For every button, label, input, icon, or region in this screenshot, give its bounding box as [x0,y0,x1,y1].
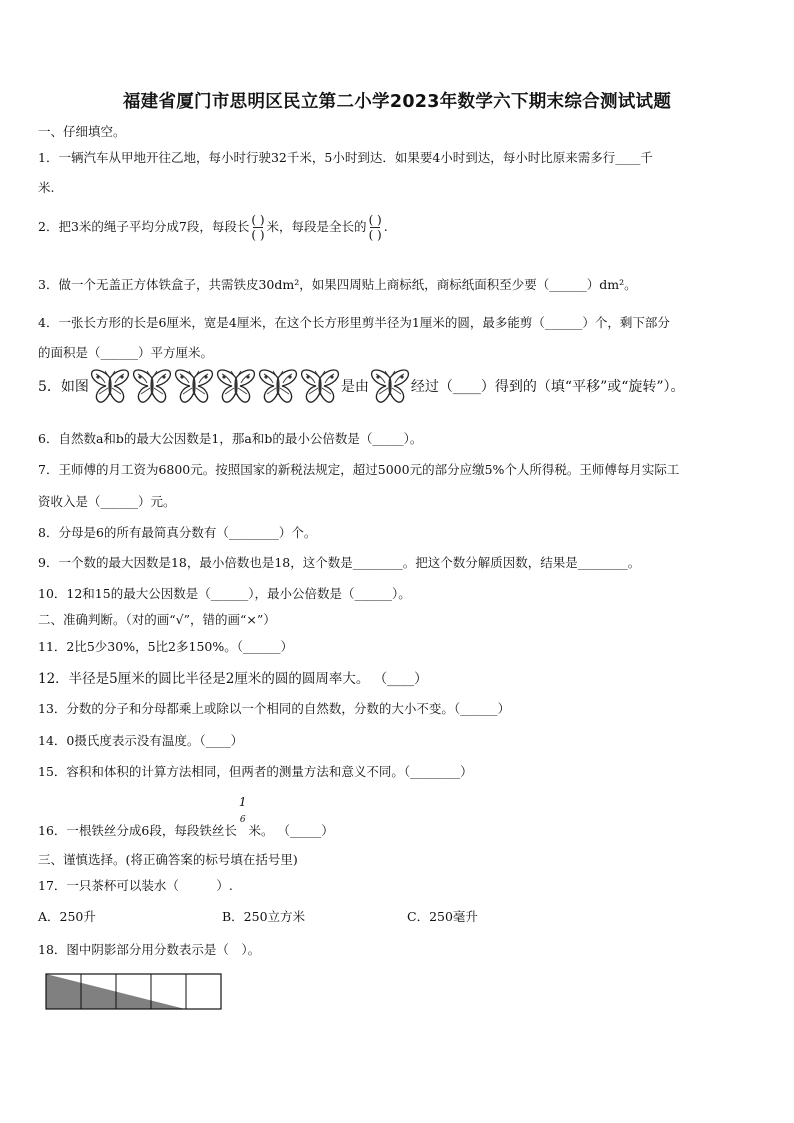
question-17: 17．一只茶杯可以装水（ ）. [38,878,233,893]
question-8: 8．分母是6的所有最简真分数有（________）个。 [38,525,317,540]
fraction-numerator: ( ) [368,213,382,227]
question-15: 15．容积和体积的计算方法相同，但两者的测量方法和意义不同。（________） [38,764,473,779]
butterfly-icon [132,368,172,406]
question-7-line-2: 资收入是（______）元。 [38,494,176,509]
question-11: 11．2比5少30%，5比2多150%。（______） [38,639,293,654]
question-18: 18．图中阴影部分用分数表示是（ ）。 [38,942,261,957]
option-a: A．250升 [38,909,96,924]
fraction-one-sixth [239,796,247,826]
option-b: B．250立方米 [222,909,306,924]
fraction-numerator: ( ) [251,213,265,227]
question-7-line-1: 7．王师傅的月工资为6800元。按照国家的新税法规定，超过5000元的部分应缴5%个人所得税。王师傅每月实际工 [38,462,680,477]
butterfly-icon [174,368,214,406]
shaded-bar-figure [45,973,223,1013]
section-1-heading: 一、仔细填空。 [38,124,126,139]
page-title: 福建省厦门市思明区民立第二小学2023年数学六下期末综合测试试题 [122,92,672,112]
question-16-text-post: 米。 （_____） [248,822,334,838]
butterfly-icon [216,368,256,406]
butterfly-icon [90,368,130,406]
question-14: 14．0摄氏度表示没有温度。（____） [38,733,244,748]
fraction-denominator: ( ) [368,228,382,242]
option-c: C．250毫升 [407,909,478,924]
butterfly-icon [300,368,340,406]
question-5-text-post: 经过（____）得到的（填“平移”或“旋转”）。 [410,379,685,395]
question-1-line-2: 米. [38,180,55,195]
question-2-text-pre: 2．把3米的绳子平均分成7段，每段长 [38,219,250,234]
section-3-heading: 三、谨慎选择。(将正确答案的标号填在括号里) [38,852,298,867]
question-5-text-mid: 是由 [340,379,369,395]
fraction-blank [251,214,264,241]
question-16 [38,795,334,838]
fraction-numerator: 1 [238,795,247,809]
fraction-denominator: ( ) [251,228,265,242]
question-1-line-1: 1．一辆汽车从甲地开往乙地，每小时行驶32千米，5小时到达．如果要4小时到达，每小时比原来需多行____千 [38,150,653,165]
question-6: 6．自然数a和b的最大公因数是1，那a和b的最小公倍数是（_____）。 [38,431,423,446]
butterfly-row [89,379,341,395]
question-3: 3．做一个无盖正方体铁盒子，共需铁皮30dm²，如果四周贴上商标纸，商标纸面积至少要（______）dm²。 [38,277,637,292]
question-2 [38,214,388,241]
butterfly-icon [370,368,410,406]
question-13: 13．分数的分子和分母都乘上或除以一个相同的自然数，分数的大小不变。（______） [38,701,511,716]
question-5 [38,368,685,406]
question-2-text-end: . [383,219,388,234]
butterfly-single [369,379,411,395]
fraction-denominator: 6 [239,815,246,825]
question-4-line-1: 4．一张长方形的长是6厘米，宽是4厘米，在这个长方形里剪半径为1厘米的圆，最多能剪（______）个，剩下部分 [38,315,670,330]
butterfly-icon [258,368,298,406]
fraction-blank [369,214,382,241]
question-9: 9．一个数的最大因数是18，最小倍数也是18，这个数是________。把这个数分解质因数，结果是________。 [38,555,641,570]
question-16-text-pre: 16．一根铁丝分成6段，每段铁丝长 [38,822,237,838]
question-2-text-mid: 米，每段是全长的 [266,219,367,234]
question-10: 10．12和15的最大公因数是（______），最小公倍数是（______）。 [38,586,411,601]
section-2-heading: 二、准确判断。（对的画“√”，错的画“×”） [38,612,276,627]
question-5-text-pre: 5．如图 [38,379,89,395]
question-12: 12．半径是5厘米的圆比半径是2厘米的圆的圆周率大。 （____） [38,671,428,687]
question-4-line-2: 的面积是（______）平方厘米。 [38,345,214,360]
